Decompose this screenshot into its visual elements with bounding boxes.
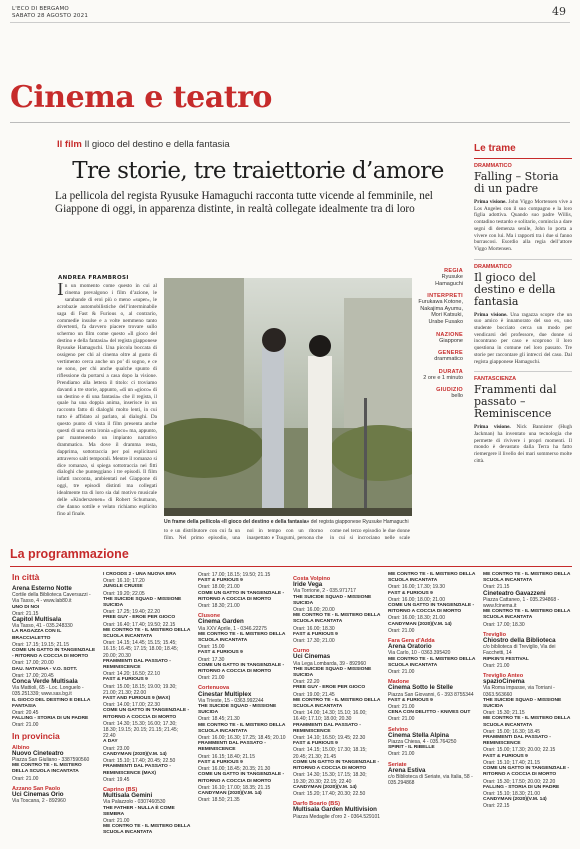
listing-showtimes: Orari: 14.30; 15.30; 16.00; 17.30; 18.30; 19.15; 20.15; 21.15; 21.45; 22.40 bbox=[103, 720, 179, 740]
listing-film-title: THE SUICIDE SQUAD - MISSIONE SUICIDA bbox=[103, 596, 182, 609]
listing-film-title: FAST & FURIOUS 9 bbox=[198, 650, 243, 656]
listing-film-title: COME UN GATTO IN TANGENZIALE - RITORNO A COCCIA DI MORTO bbox=[198, 590, 285, 602]
plot-text bbox=[474, 199, 572, 253]
listing-showtimes: Orari: 19.20; 22.05 bbox=[103, 590, 145, 597]
info-value: Furukawa Kotone, Nakajima Ayumu, Mori Katsuki, Urabe Fusako bbox=[418, 299, 463, 325]
article-column-2-text: to e un distributore con cui fa un film. Nel primo episodio, una bbox=[164, 528, 240, 541]
listing-showtimes: Orari: 16.15; 18.40; 21.15 bbox=[198, 753, 255, 760]
listing-film-title: FREE GUY - EROE PER GIOCO bbox=[103, 615, 176, 621]
info-value: 2 ore e 1 minuto bbox=[423, 374, 463, 381]
listing-film-title: THE FATHER - NULLA È COME SEMBRA bbox=[103, 805, 175, 817]
listing-cinema-address: Piazza San Giuliano - 3387590560 bbox=[12, 757, 90, 764]
listing-cinema-name: Multisala Garden Multivision bbox=[293, 806, 377, 814]
listing-town: Azzano San Paolo bbox=[12, 785, 61, 792]
listing-film-title: FRAMMENTI DAL PASSATO - REMINISCENCE bbox=[293, 722, 361, 734]
listing-film-title: CANDYMAN (2020)(V.M. 14) bbox=[198, 790, 262, 796]
listing-showtimes: Orari: 16.00; 16.30; 17.25; 18.45; 20.10 bbox=[198, 735, 286, 742]
listings-column-5 bbox=[388, 572, 476, 845]
listing-cinema-name: Cinema Stella Alpina bbox=[388, 731, 449, 739]
listing-showtimes: Orari: 21.00 bbox=[12, 722, 39, 729]
listing-town: Cortenuova bbox=[198, 685, 230, 692]
listing-film-title: IL GIOCO DEL DESTINO E DELLA FANTASIA bbox=[12, 697, 91, 709]
listing-cinema-address: Piazza Cattaneo, 1 - 035.294868 - www.fcinema.it bbox=[483, 596, 560, 610]
listing-cinema-address: c/o Biblioteca di Seriate, via Italia, 58 - 035.294868 bbox=[388, 774, 473, 787]
info-regia bbox=[418, 268, 463, 287]
listing-film-title: COME UN GATTO IN TANGENZIALE - RITORNO A COCCIA DI MORTO bbox=[12, 648, 96, 660]
listing-showtimes: Orari: 21.00 bbox=[388, 704, 415, 711]
header-divider bbox=[10, 22, 570, 23]
plot-item bbox=[474, 376, 572, 464]
listing-block bbox=[12, 586, 96, 617]
listing-block bbox=[483, 673, 572, 809]
listing-cinema-address: Piazza Medaglie d’oro 2 - 0364.529101 bbox=[293, 813, 381, 820]
listing-showtimes: Orari: 22.20 bbox=[293, 679, 320, 686]
listing-block bbox=[483, 632, 572, 669]
listing-cinema-name: Capitol Multisala bbox=[12, 616, 62, 624]
listing-film-title: COME UN GATTO IN TANGENZIALE - RITORNO A COCCIA DI MORTO bbox=[388, 603, 475, 615]
listing-film-title: FREE GUY - EROE PER GIOCO bbox=[293, 685, 366, 691]
listing-film-title: ME CONTRO TE - IL MISTERO DELLA SCUOLA INCANTATA bbox=[293, 613, 381, 625]
listing-film-title: ME CONTRO TE - IL MISTERO DELLA SCUOLA INCANTATA bbox=[483, 572, 571, 584]
listing-block bbox=[483, 591, 572, 628]
article-column-3 bbox=[247, 528, 323, 541]
listing-block bbox=[198, 613, 286, 681]
listing-showtimes: Orari: 14.15; 15.00; 17.30; 18.15; 20.45; 21.30; 21.45 bbox=[293, 747, 367, 760]
plot-genre: DRAMMATICO bbox=[474, 263, 512, 270]
listing-film-title: FAST AND FURIOUS 9 (MAX) bbox=[103, 696, 171, 702]
listing-film-title: FRAMMENTI DAL PASSATO - REMINISCENCE bbox=[103, 658, 171, 671]
listing-showtimes: Orari: 15.10; 17.40; 20.45; 22.50 bbox=[103, 758, 176, 765]
film-still-photo bbox=[164, 278, 412, 516]
issue-date: SABATO 28 AGOSTO 2021 bbox=[12, 12, 89, 19]
listing-film-title: THE SUICIDE SQUAD - MISSIONE SUICIDA bbox=[198, 704, 277, 716]
listing-cinema-address: Cortile della Biblioteca Caversazzi - Via Tasso, 4 - www.lab80.it bbox=[12, 592, 91, 605]
listing-showtimes: Orari: 16.10; 17.20 bbox=[103, 578, 145, 585]
listing-showtimes: Orari: 21.00 bbox=[388, 627, 415, 634]
listing-cinema-name: Conca Verde Multisala bbox=[12, 678, 78, 686]
listing-block bbox=[12, 786, 96, 805]
plot-body: Una ragazza scopre che un suo amico è innamorato del suo ex, uno studente bocciato cerca un modo per vendicarsi del professore, due donne si incontrano per caso e scoprono il loro questiona in comune nel loro passato. Tre storie per raccontare gli intrecci del caso. Dal regista giapponese Hamaguchi. bbox=[474, 311, 572, 365]
article-column-1 bbox=[57, 283, 157, 543]
listing-showtimes: Orari: 17.30 bbox=[198, 656, 225, 663]
plot-item bbox=[474, 163, 572, 253]
listing-film-title: CANDYMAN (2020)(V.M. 14) bbox=[483, 797, 547, 803]
article-standfirst: La pellicola del regista Ryusuke Hamaguchi racconta tutte vicende al femminile, nel Giappone di oggi, in apparenza distinte, in realtà collegate idealmente tra di loro bbox=[55, 190, 433, 215]
listing-showtimes: Orari: 15.10; 18.30; 21.00 bbox=[483, 790, 540, 797]
listing-town: Selvino bbox=[388, 726, 408, 733]
listing-showtimes: Orari: 23.00 bbox=[103, 745, 130, 752]
listing-cinema-name: Uci Cinemas bbox=[293, 653, 331, 661]
plot-body: Nick Bannister (Hugh Jackman) ha inventato una tecnologia che permette di rivivere i propri momenti. Il mondo è devastato dalla Terra ha fatto riemergere il livello dei mari sommerso molte città. bbox=[474, 424, 572, 464]
listing-cinema-address: Via Mattioli, 65 - Loc. Longuelo - 035.251339; www.sas.bg.it bbox=[12, 685, 84, 698]
listing-film-title: A DAY bbox=[103, 739, 118, 745]
plot-genre: FANTASCIENZA bbox=[474, 376, 517, 383]
page-number: 49 bbox=[552, 5, 566, 18]
listing-showtimes: Orari: 17.00; 20.45 bbox=[12, 672, 54, 679]
listing-showtimes: Orari: 14.30; 15.30; 17.15; 18.30; 19.30; 20.30; 22.15; 22.40 bbox=[293, 772, 367, 785]
listing-cinema-address: Via Roma impasse, via Torriani - 0363.563660 bbox=[483, 685, 555, 698]
listing-showtimes: Orari: 16.00; 18.00; 21.00 bbox=[388, 596, 445, 603]
listing-showtimes: Orari: 15.30; 21.15 bbox=[483, 710, 525, 717]
listings-column-6 bbox=[483, 572, 572, 845]
info-value: Ryusuke Hamaguchi bbox=[435, 274, 463, 287]
listing-cinema-name: Nuovo Cineteatro bbox=[12, 749, 64, 757]
listing-block bbox=[293, 576, 381, 644]
listing-showtimes: Orari: 15.30; 17.50; 20.00; 22.20 bbox=[483, 778, 556, 785]
article-column-2 bbox=[164, 528, 240, 541]
listing-showtimes: Orari: 17.00; 18.15; 19.50; 21.15 bbox=[198, 572, 271, 578]
listing-film-title: FAST & FURIOUS 9 bbox=[103, 677, 148, 683]
listing-cinema-address: Piazza San Giovanni, 6 - 393 8755344 bbox=[388, 691, 474, 698]
photo-caption bbox=[164, 519, 414, 525]
listing-cinema-address: Via Carlo, 10 - 0363.395420 bbox=[388, 650, 451, 657]
listing-showtimes: Orari: 22.15 bbox=[483, 803, 510, 810]
plot-title: Falling – Storia di un padre bbox=[474, 170, 559, 195]
info-label: INTERPRETI bbox=[427, 293, 463, 300]
kicker-label: Il film bbox=[57, 139, 82, 150]
listing-cinema-address: Via Palazzolo - 0307460530 bbox=[103, 799, 166, 806]
listing-film-title: FAST & FURIOUS 9 bbox=[198, 578, 243, 584]
listing-showtimes: Orari: 21.00 bbox=[388, 751, 415, 758]
listing-film-title: ME CONTRO TE - IL MISTERO DELLA SCUOLA INCANTATA bbox=[198, 631, 286, 644]
listing-showtimes: Orari: 15.20; 17.40; 20.30; 22.50 bbox=[293, 790, 366, 797]
listing-block bbox=[103, 572, 191, 783]
listing-film-title: ME CONTRO TE - IL MISTERO DELLA SCUOLA INCANTATA bbox=[12, 763, 82, 775]
listing-cinema-address: Via Toscana, 2 - 892960 bbox=[12, 798, 66, 805]
listing-film-title: ME CONTRO TE - IL MISTERO DELLA SCUOLA INCANTATA bbox=[103, 824, 191, 836]
listing-film-title: ME CONTRO TE - IL MISTERO DELLA SCUOLA INCANTATA bbox=[483, 716, 571, 728]
listing-showtimes: Orari: 16.00; 20.00 bbox=[293, 607, 335, 614]
listing-showtimes: Orari: 16.00; 17.30; 19.30 bbox=[388, 584, 445, 591]
listing-block bbox=[12, 617, 96, 679]
listing-film-title: FAST & FURIOUS 9 bbox=[293, 741, 338, 747]
listing-film-title: THE SUICIDE SQUAD - MISSIONE SUICIDA bbox=[293, 666, 372, 679]
listing-cinema-name: Uci Cinemas Orio bbox=[12, 791, 64, 799]
listing-film-title: FAST & FURIOUS 9 bbox=[293, 631, 338, 637]
listing-block bbox=[388, 638, 476, 675]
info-giudizio bbox=[418, 387, 463, 400]
listing-film-title: RIPKIN’S FESTIVAL bbox=[483, 656, 529, 662]
listing-block bbox=[388, 727, 476, 758]
listing-zone-heading: In provincia bbox=[12, 730, 60, 741]
listings-column-2 bbox=[103, 572, 191, 845]
plot-lead: Prima visione. bbox=[474, 311, 508, 318]
listing-film-title: THE SUICIDE SQUAD - MISSIONE SUICIDA bbox=[483, 697, 562, 710]
listing-showtimes: Orari: 18.00; 21.00 bbox=[198, 584, 240, 591]
listing-showtimes: Orari: 18.30; 21.00 bbox=[198, 603, 240, 610]
listing-showtimes: Orari: 15.00; 16.30; 18.45 bbox=[483, 728, 540, 735]
listing-block bbox=[388, 572, 476, 634]
listing-cinema-address: Via Lega Lombarda, 39 - 892960 bbox=[293, 660, 367, 667]
listing-showtimes: Orari: 14.15; 14.45; 15.15; 15.45; 16.15; 16.45; 17.15; 18.00; 18.45; 20.00; 20.30 bbox=[103, 640, 179, 659]
listing-cinema-name: Cinestar Multiplex bbox=[198, 690, 252, 698]
listing-zone-heading: In città bbox=[12, 572, 40, 582]
listing-showtimes: Orari: 17.30; 21.00 bbox=[293, 638, 335, 645]
listing-showtimes: Orari: 18.50; 21.35 bbox=[198, 797, 240, 804]
listing-showtimes: Orari: 20.45 bbox=[12, 710, 39, 717]
article-kicker bbox=[57, 139, 230, 150]
info-label: REGIA bbox=[444, 268, 463, 274]
listing-cinema-name: spazioCinema bbox=[483, 678, 525, 686]
listing-film-title: FAST & FURIOUS 9 bbox=[483, 753, 528, 759]
plot-title: Il gioco del destino e della fantasia bbox=[474, 270, 556, 308]
listing-showtimes: Orari: 21.00 bbox=[388, 716, 415, 723]
listing-town: Treviglio bbox=[483, 631, 507, 638]
article-byline: ANDREA FRAMBROSI bbox=[58, 275, 129, 281]
listing-film-title: CANDYMAN (2020)(V.M. 14) bbox=[388, 621, 452, 627]
listing-block bbox=[12, 572, 96, 582]
info-value: drammatico bbox=[434, 356, 463, 363]
plots-sidebar bbox=[474, 143, 572, 464]
listing-showtimes: Orari: 16.00; 18.30; 21.00 bbox=[388, 615, 445, 622]
listing-film-title: CANDYMAN (2020)(V.M. 14) bbox=[103, 751, 167, 757]
listing-showtimes: Orari: 14.10; 16.50; 19.45; 22.30 bbox=[293, 735, 366, 742]
listing-block bbox=[388, 679, 476, 722]
sidebar-title: Le trame bbox=[474, 143, 572, 159]
article-column-1-text: n un momento come questo in cui al cinema prevalgono i film d’azione, le sarabande di eroi più o meno «super», le acrobazie automobilistiche dell’interminabile saga di Fast & Furious o, al contrario, commedie insulse e a volte nemmeno tanto divertenti, fa davvero piacere trovare sullo schermo un film come questo «Il gioco del destino e della fantasia» del regista giapponese Ryusuke Hamaguchi. Una piccola boccata di ossigeno per chi al cinema oltre al gusto di vertimento cerca anche un po’ di sogno, e ce ne sono, per chi anche qualche spunto di riflessione da portarsi a casa dopo la visione. Prendiamo alla lettera il titolo: ci troviamo davanti a tre storie, appunto, «di un «gioco» di un destino e di una fantasia» che il regista, il quale ha una doppia anima, inserisce in un racconto fatto di dialoghi molto lenti, in cui tutto è affidato al parlato, ai dialoghi. Da questo punto di vista il film presenta anche questi di una certa ironia «gioco» ma, appunto, pur mantenendo un impianto narrativo drammatico. Ma dove il dramma resta, dapprima, sottotraccia per poi esplicitarsi attraverso salti temporali. Mentre il romanzo si dice romanzo, si spiega sottotraccia nei fitti dialoghi che punteggiano i tre episodi. Il film infatti racconta, ambientati nel Giappone di oggi, tre episodi distinti ma collegati idealmente tra di loro sia dal motivo musicale delle «Kinderszenen» di Robert Schumann, che danno sottile e velato richiamo esplicito fino al finale. bbox=[57, 283, 157, 517]
info-label: GIUDIZIO bbox=[436, 387, 463, 394]
info-interpreti bbox=[418, 293, 463, 325]
listing-block bbox=[12, 745, 96, 782]
listing-film-title: I CROODS 2 - UNA NUOVA ERA bbox=[103, 572, 177, 577]
listing-cinema-name: Cinema Garden bbox=[198, 618, 244, 626]
listing-cinema-name: Cineteatro Gavazzeni bbox=[483, 589, 546, 597]
listing-cinema-address: c/o biblioteca di Treviglio, Via dei Facchetti, 14 bbox=[483, 644, 556, 657]
listing-cinema-name: Iride Vega bbox=[293, 581, 323, 589]
article-column-3-text: noi in tempo con un ritorno inaspettato e Tsugumi, persona che bbox=[247, 528, 323, 541]
listing-cinema-address: Via Tasso, 41 - 035.248330 bbox=[12, 623, 73, 630]
listing-film-title: SPIRIT - IL RIBELLE bbox=[388, 745, 435, 751]
plot-lead: Prima visione. bbox=[474, 424, 511, 431]
listing-block bbox=[293, 648, 381, 797]
newspaper-name: L'ECO DI BERGAMO bbox=[12, 6, 69, 12]
sidebar-divider bbox=[474, 259, 572, 260]
listing-showtimes: Orari: 15.10; 17.40; 21.15 bbox=[483, 759, 540, 766]
listing-town: Darfo Boario (BS) bbox=[293, 801, 340, 808]
drop-cap: I bbox=[57, 283, 64, 300]
listing-film-title: FRAMMENTI DAL PASSATO - REMINISCENCE bbox=[198, 741, 266, 753]
listing-town: Albino bbox=[12, 744, 30, 751]
listing-film-title: COME UN GATTO IN TANGENZIALE - RITORNO A COCCIA DI MORTO bbox=[198, 772, 285, 784]
listing-block bbox=[388, 762, 476, 787]
listing-cinema-address: Via Trieste, 15 - 0363.992244 bbox=[198, 697, 264, 704]
listing-film-title: FRAMMENTI DAL PASSATO - REMINISCENCE (MAX) bbox=[103, 764, 171, 776]
listing-film-title: FALLING - STORIA DI UN PADRE bbox=[12, 716, 89, 722]
listing-showtimes: Orari: 21.00 bbox=[12, 775, 39, 782]
plot-title: Frammenti dal passato – Reminiscence bbox=[474, 383, 557, 421]
listing-cinema-name: Cinema Sotto le Stelle bbox=[388, 684, 453, 692]
listing-town: Treviglio Anteo bbox=[483, 673, 524, 680]
listing-film-title: THE SUICIDE SQUAD - MISSIONE SUICIDA bbox=[293, 594, 372, 606]
plot-genre: DRAMMATICO bbox=[474, 163, 512, 169]
listing-cinema-name: Chiostro della Biblioteca bbox=[483, 637, 556, 645]
article-headline: Tre storie, tre traiettorie d’amore bbox=[72, 158, 444, 184]
listing-showtimes: Orari: 21.00 bbox=[388, 669, 415, 676]
section-divider bbox=[10, 122, 570, 123]
info-nazione bbox=[418, 332, 463, 345]
listing-town: Madone bbox=[388, 679, 410, 686]
listing-showtimes: Orari: 21.00 bbox=[198, 675, 225, 682]
info-value: bello bbox=[451, 393, 463, 400]
listing-block bbox=[198, 572, 286, 609]
article-column-4-text: come nel terzo episodio le due donne in cui si incrociano nelle scale bbox=[330, 528, 410, 541]
listing-showtimes: Orari: 16.10; 17.00; 18.35; 21.15 bbox=[198, 784, 271, 791]
listing-film-title: LA RAGAZZA CON IL BRACCIALETTO bbox=[12, 629, 62, 641]
listing-showtimes: Orari: 21.00 bbox=[483, 662, 510, 669]
plot-text bbox=[474, 312, 572, 366]
listing-showtimes: Orari: 21.00 bbox=[103, 817, 130, 824]
listing-showtimes: Orari: 17.15; 19.15; 21.15 bbox=[12, 641, 69, 648]
listing-block bbox=[103, 787, 191, 837]
listing-cinema-address: Piazza Chiesa, 4 - 035.764250 bbox=[388, 739, 457, 746]
listing-film-title: FALLING - STORIA DI UN PADRE bbox=[483, 784, 560, 790]
listing-showtimes: Orari: 15.00; 18.15; 19.00; 19.30; 21.00; 21.30; 22.00 bbox=[103, 683, 177, 696]
info-label: DURATA bbox=[438, 368, 463, 375]
listing-town: Clusone bbox=[198, 613, 221, 620]
plot-body: John Viggo Mortensen vive a Los Angeles con il suo compagno e la loro figlia adottiva. Quando suo padre Willis, contadino testardo e solitario, comincia a dare segni di demenza senile, John lo porta a vivere con lui. Ma i rapporti tra i due si fanno burrascosi. Esordio alla regia dell’attore Viggo Mortensen. bbox=[474, 199, 572, 252]
film-still-image bbox=[164, 278, 412, 516]
listing-cinema-address: Via XXV Aprile, 1 - 0346.22275 bbox=[198, 625, 267, 632]
listing-film-title: ME CONTRO TE - IL MISTERO DELLA SCUOLA INCANTATA bbox=[388, 656, 476, 668]
listing-showtimes: Orari: 14.20; 16.50; 22.10 bbox=[103, 671, 160, 678]
article-column-4 bbox=[330, 528, 410, 541]
listing-showtimes: Orari: 21.15 bbox=[483, 584, 510, 591]
listing-film-title: DAU. NATASHA - V.O. SOTT. bbox=[12, 666, 78, 672]
listing-cinema-name: Arena Estiva bbox=[388, 766, 426, 774]
listing-cinema-name: Arena Esterno Notte bbox=[12, 585, 72, 592]
listing-showtimes: Orari: 16.40; 17.40; 19.50; 22.15 bbox=[103, 621, 176, 628]
listing-showtimes: Orari: 14.00; 14.30; 15.10; 16.00; 16.40; 17.10; 18.00; 20.30 bbox=[293, 710, 367, 723]
plot-text bbox=[474, 424, 572, 464]
listings-title: La programmazione bbox=[10, 547, 129, 561]
listing-showtimes: Orari: 15.00; 17.30; 20.00; 22.15 bbox=[483, 747, 556, 754]
listing-film-title: ME CONTRO TE - IL MISTERO DELLA SCUOLA INCANTATA bbox=[293, 697, 381, 710]
plot-item bbox=[474, 264, 572, 366]
listings-column-4 bbox=[293, 572, 381, 845]
listing-cinema-name: Arena Oratorio bbox=[388, 643, 432, 651]
listing-block bbox=[198, 685, 286, 803]
listing-town: Seriate bbox=[388, 761, 407, 768]
listing-film-title: FAST & FURIOUS 9 bbox=[198, 759, 243, 765]
listing-showtimes: Orari: 15.00 bbox=[198, 644, 225, 651]
listing-cinema-address: Via Torrione, 2 - 035.971717 bbox=[293, 588, 356, 595]
listing-film-title: ME CONTRO TE - IL MISTERO DELLA SCUOLA INCANTATA bbox=[198, 722, 286, 734]
listings-column-1 bbox=[12, 570, 96, 845]
listing-film-title: ME CONTRO TE - IL MISTERO DELLA SCUOLA INCANTATA bbox=[483, 609, 571, 621]
listing-block bbox=[12, 731, 96, 741]
info-durata bbox=[418, 369, 463, 382]
listing-block bbox=[483, 572, 572, 591]
listing-film-title: COME UN GATTO IN TANGENZIALE - RITORNO A COCCIA DI MORTO bbox=[198, 662, 285, 675]
listing-film-title: UNO DI NOI bbox=[12, 604, 40, 610]
listing-showtimes: Orari: 17.25; 19.40; 22.20 bbox=[103, 609, 160, 616]
listing-film-title: ME CONTRO TE - IL MISTERO DELLA SCUOLA INCANTATA bbox=[103, 627, 191, 640]
info-label: GENERE bbox=[437, 350, 463, 357]
film-info-box bbox=[418, 262, 463, 400]
listing-town: Costa Volpino bbox=[293, 576, 331, 582]
listing-film-title: FRAMMENTI DAL PASSATO - REMINISCENCE bbox=[483, 735, 551, 747]
listing-film-title: FAST & FURIOUS 9 bbox=[388, 590, 433, 596]
caption-text: del regista giapponese Ryusuke Hamaguchi bbox=[309, 519, 409, 525]
info-genere bbox=[418, 350, 463, 363]
listing-showtimes: Orari: 17.00; 20.00 bbox=[12, 660, 54, 667]
caption-bold: Un frame della pellicola «Il gioco del destino e della fantasia» bbox=[164, 519, 310, 525]
kicker-text: Il gioco del destino e della fantasia bbox=[84, 139, 230, 150]
listing-block bbox=[293, 801, 381, 820]
sidebar-divider bbox=[474, 371, 572, 372]
listing-film-title: COME UN GATTO IN TANGENZIALE - RITORNO A COCCIA DI MORTO bbox=[103, 708, 190, 720]
listing-film-title: CANDYMAN (2020)(V.M. 14) bbox=[293, 784, 357, 790]
listing-showtimes: Orari: 16.00; 18.45; 20.35; 21.30 bbox=[198, 766, 271, 773]
listing-showtimes: Orari: 18.45; 21.30 bbox=[198, 716, 240, 723]
listings-column-3 bbox=[198, 572, 286, 845]
listing-town: Curno bbox=[293, 648, 310, 655]
listing-cinema-name: Multisala Gemini bbox=[103, 792, 153, 800]
section-title: Cinema e teatro bbox=[10, 80, 272, 115]
listing-town: Fara Gera d’Adda bbox=[388, 638, 435, 645]
listing-film-title: CENA CON DELITTO - KNIVES OUT bbox=[388, 710, 471, 716]
listing-town: Caprino (BS) bbox=[103, 786, 138, 793]
masthead bbox=[12, 6, 88, 19]
listing-film-title: COME UN GATTO IN TANGENZIALE - RITORNO A COCCIA DI MORTO bbox=[483, 766, 570, 778]
listing-showtimes: Orari: 14.00; 17.00; 22.30 bbox=[103, 702, 160, 709]
listing-showtimes: Orari: 17.00; 18.30 bbox=[483, 621, 525, 628]
listing-showtimes: Orari: 16.00; 18.30 bbox=[293, 625, 335, 632]
listing-showtimes: Orari: 19.45 bbox=[103, 776, 130, 783]
listing-film-title: FAST & FURIOUS 9 bbox=[388, 697, 433, 703]
listing-film-title: JUNGLE CRUISE bbox=[103, 584, 143, 590]
plot-lead: Prima visione. bbox=[474, 199, 507, 205]
info-value: Giappone bbox=[439, 337, 463, 344]
info-label: NAZIONE bbox=[436, 331, 463, 338]
listing-block bbox=[12, 679, 96, 729]
listing-film-title: COME UN GATTO IN TANGENZIALE - RITORNO A COCCIA DI MORTO bbox=[293, 759, 380, 772]
listing-showtimes: Orari: 21.15 bbox=[12, 610, 39, 617]
listings-divider bbox=[10, 566, 572, 567]
listing-film-title: ME CONTRO TE - IL MISTERO DELLA SCUOLA INCANTATA bbox=[388, 572, 476, 584]
listing-showtimes: Orari: 19.00; 21.45 bbox=[293, 691, 335, 698]
